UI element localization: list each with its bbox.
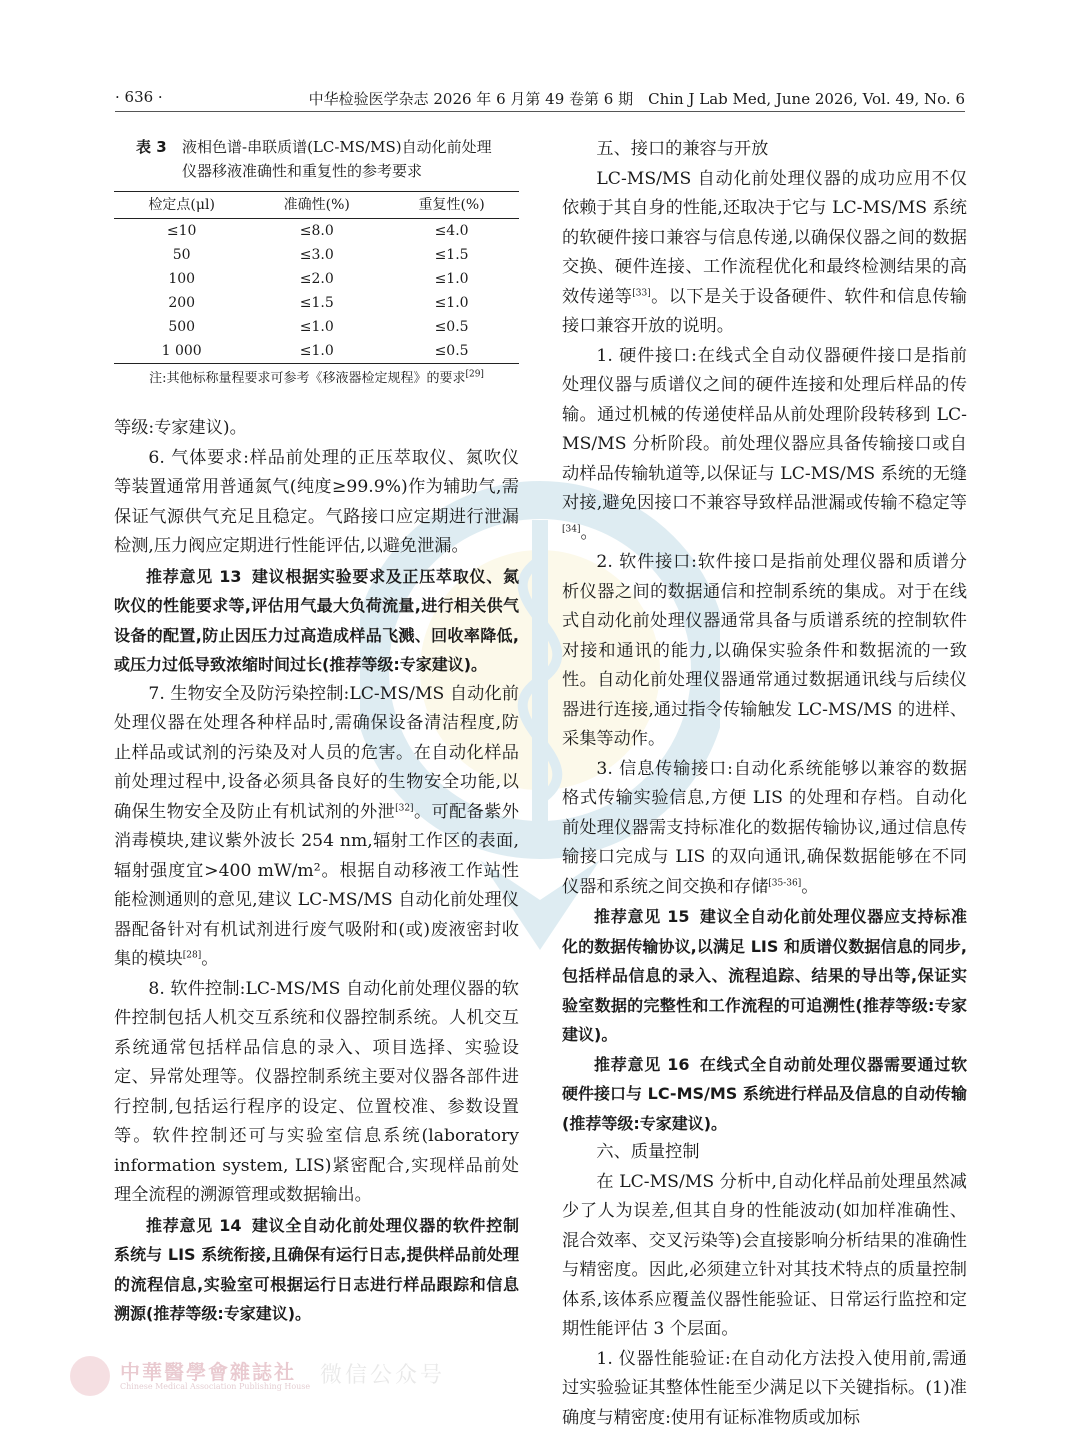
wechat-watermark: 微信公众号 [320,1363,446,1388]
right-column [562,135,967,1433]
recommendation-heading: 推荐意见 13 [146,566,242,586]
column-header: 检定点(μl) [114,192,249,219]
table-cell: ≤4.0 [434,223,469,239]
recommendation-text: 建议根据实验要求及正压萃取仪、氮吹仪的性能要求等,评估用气最大负荷流量,进行相关供气设备的配置,防止因压力过高造成样品飞溅、回收率降低,或压力过低导致浓缩时间过长(推荐等级:专家建议)。 [114,566,519,674]
table-cell: ≤8.0 [299,223,334,239]
table-title: 液相色谱-串联质谱(LC-MS/MS)自动化前处理仪器移液准确性和重复性的参考要求 [182,138,492,180]
paragraph-gas-requirements: 6. 气体要求:样品前处理的正压萃取仪、氮吹仪等装置通常用普通氮气(纯度≥99.9%)作为辅助气,需保证气源供气充足且稳定。气路接口应定期进行泄漏检测,压力阀应定期进行性能评估,以避免泄漏。 [114,447,519,556]
table-cell: ≤1.5 [434,247,469,263]
table-cell: ≤10 [166,223,197,239]
recommendation-13 [114,562,519,680]
recommendation-16 [562,1050,967,1139]
citation-ref: [32] [395,802,414,813]
section-heading: 六、质量控制 [596,1142,700,1162]
citation-ref: [33] [632,287,651,298]
table-cell: ≤0.5 [434,319,469,335]
publisher-logo [70,1352,490,1402]
recommendation-heading: 推荐意见 16 [594,1054,690,1074]
table-header-row [114,192,519,219]
paragraph-info-interface [562,755,967,903]
table-row [114,243,519,267]
table-row [114,339,519,364]
table-row [114,315,519,339]
table-3-caption [114,135,519,183]
table-cell: 1 000 [114,339,249,364]
publisher-name-en: Chinese Medical Association Publishing House [120,1382,311,1391]
table-row [114,267,519,291]
paragraph-text: 。可配备紫外消毒模块,建议紫外波长 254 nm,辐射工作区的表面,辐射强度宜>400 mW/m²。根据自动移液工作站性能检测通则的意见,建议 LC-MS/MS 自动化前处理仪器配备针对有机试剂进行废气吸附和(或)废液密封收集的模块 [114,801,519,969]
column-header: 准确性(%) [249,192,384,219]
paragraph-text: 3. 信息传输接口:自动化系统能够以兼容的数据格式传输实验信息,方便 LIS 的处理和存档。自动化前处理仪器需支持标准化的数据传输协议,通过信息传输接口完成与 LIS 的双向通讯,确保数据能够在不同仪器和系统之间交换和存储 [562,758,967,897]
recommendation-text: 建议全自动化前处理仪器应支持标准化的数据传输协议,以满足 LIS 和质谱仪数据信息的同步,包括样品信息的录入、流程追踪、结果的导出等,保证实验室数据的完整性和工作流程的可追溯性(推荐等级:专家建议)。 [562,907,967,1044]
recommendation-text: 在线式全自动前处理仪器需要通过软硬件接口与 LC-MS/MS 系统进行样品及信息的自动传输(推荐等级:专家建议)。 [562,1054,967,1133]
table-3 [114,191,519,364]
table-cell: 50 [172,247,191,263]
page-number: · 636 · [115,88,163,106]
table-cell: ≤2.0 [299,271,334,287]
paragraph-text: 1. 硬件接口:在线式全自动仪器硬件接口是指前处理仪器与质谱仪之间的硬件连接和处理后样品的传输。通过机械的传递使样品从前处理阶段转移到 LC-MS/MS 分析阶段。前处理仪器应具备传输接口或自动样品传输轨道等,以保证与 LC-MS/MS 系统的无缝对接,避免因接口不兼容导致样品泄漏或传输不稳定等 [562,345,967,513]
running-header [115,88,965,112]
citation-ref: [29] [465,369,484,380]
paragraph-biosafety [114,680,519,975]
table-cell: ≤1.5 [299,295,334,311]
paragraph: 等级:专家建议)。 [114,418,247,438]
paragraph-performance-verification: 1. 仪器性能验证:在自动化方法投入使用前,需通过实验验证其整体性能至少满足以下关键指标。(1)准确度与精密度:使用有证标准物质或加标 [562,1348,967,1428]
recommendation-heading: 推荐意见 15 [594,907,690,926]
section-heading: 五、接口的兼容与开放 [596,139,769,159]
table-label: 表 3 [136,138,167,156]
table-note [114,368,519,390]
recommendation-15 [562,902,967,1050]
paragraph-quality-control: 在 LC-MS/MS 分析中,自动化样品前处理虽然减少了人为误差,但其自身的性能波动(如加样准确性、混合效率、交叉污染等)会直接影响分析结果的准确性与精密度。因此,必须建立针对其技术特点的质量控制体系,该体系应覆盖仪器性能验证、日常运行监控和定期性能评估 3 个层面。 [562,1171,967,1339]
paragraph-interface-intro [562,165,967,342]
paragraph-text: 。 [801,876,819,897]
citation-ref: [28] [182,950,202,961]
recommendation-heading: 推荐意见 14 [146,1215,242,1235]
table-cell: 500 [168,319,196,335]
table-cell: ≤1.0 [434,295,469,311]
left-column [114,135,519,1329]
table-cell: ≤1.0 [249,339,384,364]
column-header: 重复性(%) [384,192,519,219]
paragraph-text: LC-MS/MS 自动化前处理仪器的成功应用不仅依赖于其自身的性能,还取决于它与 LC-MS/MS 系统的软硬件接口兼容与信息传递,以确保仪器之间的数据交换、硬件连接、工作流程优化和最终检测结果的高效传递等 [562,168,967,307]
table-note-text: 注:其他标称量程要求可参考《移液器检定规程》的要求 [149,371,466,386]
citation-ref: [34] [562,523,581,534]
journal-citation: 中华检验医学杂志 2026 年 6 月第 49 卷第 6 期 Chin J Lab Med, June 2026, Vol. 49, No. 6 [308,90,965,108]
paragraph-text: 。 [201,949,219,969]
paragraph-hardware-interface [562,342,967,549]
table-cell: 200 [168,295,196,311]
citation-ref: [35-36] [768,877,802,888]
publisher-name: 中華醫學會雜誌社 [120,1360,296,1384]
table-cell: 100 [168,271,196,287]
paragraph-text: 。 [580,522,598,543]
recommendation-text: 建议全自动化前处理仪器的软件控制系统与 LIS 系统衔接,且确保有运行日志,提供样品前处理的流程信息,实验室可根据运行日志进行样品跟踪和信息溯源(推荐等级:专家建议)。 [114,1215,519,1323]
table-row [114,219,519,244]
seal-icon [70,1356,110,1396]
paragraph-text: 。以下是关于设备硬件、软件和信息传输接口兼容开放的说明。 [562,286,967,336]
table-cell: ≤0.5 [384,339,519,364]
paragraph-software-interface: 2. 软件接口:软件接口是指前处理仪器和质谱分析仪器之间的数据通信和控制系统的集成。对于在线式自动化前处理仪器通常具备与质谱系统的控制软件对接和通讯的能力,以确保实验条件和数据流的一致性。自动化前处理仪器通常通过数据通讯线与后续仪器进行连接,通过指令传输触发 LC-MS/MS 的进样、采集等动作。 [562,552,967,749]
paragraph-software-control: 8. 软件控制:LC-MS/MS 自动化前处理仪器的软件控制包括人机交互系统和仪器控制系统。人机交互系统通常包括样品信息的录入、项目选择、实验设定、异常处理等。仪器控制系统主要对仪器各部件进行控制,包括运行程序的设定、位置校准、参数设置等。软件控制还可与实验室信息系统(laboratory information system, LIS)紧密配合,实现样品前处理全流程的溯源管理或数据输出。 [114,978,519,1205]
table-cell: ≤1.0 [299,319,334,335]
paragraph-text: 7. 生物安全及防污染控制:LC-MS/MS 自动化前处理仪器在处理各种样品时,需确保设备清洁程度,防止样品或试剂的污染及对人员的危害。在自动化样品前处理过程中,设备必须具备良好的生物安全功能,以确保生物安全及防止有机试剂的外泄 [114,683,519,822]
table-cell: ≤3.0 [299,247,334,263]
recommendation-14 [114,1211,519,1329]
table-cell: ≤1.0 [434,271,469,287]
table-row [114,291,519,315]
